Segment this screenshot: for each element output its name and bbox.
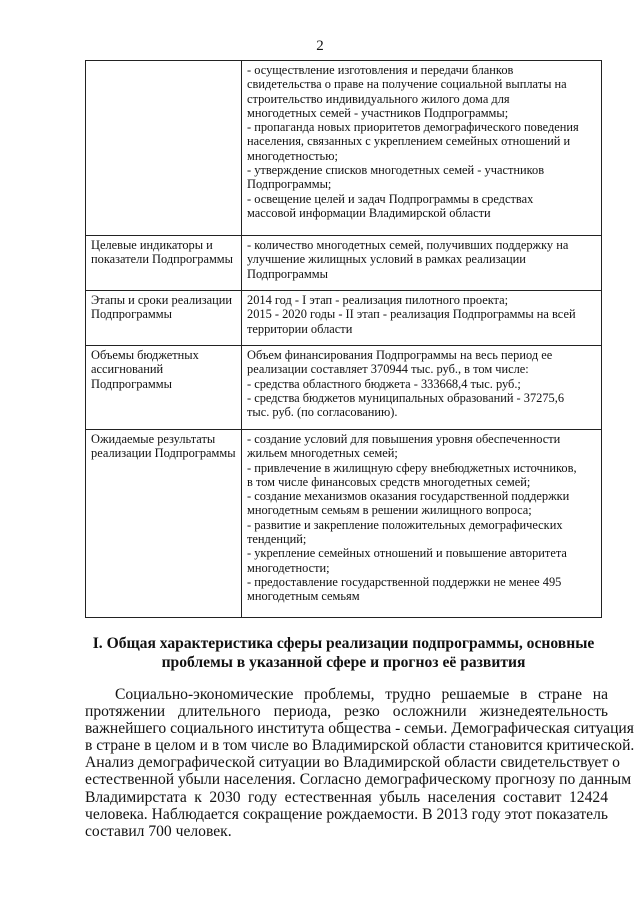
table-text-line: многодетных семей - участников Подпрограммы;	[247, 105, 509, 120]
section-paragraph	[85, 686, 635, 840]
row-label-cell	[86, 430, 242, 618]
page-number: 2	[316, 38, 324, 54]
table-text-line: 2014 год - I этап - реализация пилотного проекта;	[247, 293, 509, 307]
paragraph-line: составил 700 человек.	[85, 822, 232, 840]
row-label-line: Подпрограммы	[91, 307, 172, 322]
row-content-cell	[242, 346, 602, 430]
table-row	[86, 346, 602, 430]
paragraph-line: важнейшего социального института общества - семьи. Демографическая ситуация	[85, 720, 634, 738]
row-label-cell	[86, 346, 242, 430]
table-text-line: многодетности;	[247, 560, 330, 575]
table-text-line: - создание условий для повышения уровня обеспеченности	[247, 432, 561, 446]
table-text-line: строительство индивидуального жилого дома для	[247, 91, 510, 106]
subprogram-passport-table	[85, 60, 602, 618]
table-text-line: в том числе финансовых средств многодетных семей;	[247, 474, 531, 489]
table-text-line: - утверждение списков многодетных семей - участников	[247, 163, 545, 178]
table-text-line: многодетностью;	[247, 148, 338, 163]
row-content-cell	[242, 236, 602, 291]
row-content-cell	[242, 291, 602, 346]
table-text-line: тыс. руб. (по согласованию).	[247, 405, 398, 420]
table-text-line: - средства бюджетов муниципальных образований - 37275,6	[247, 390, 565, 405]
table-text-line: - привлечение в жилищную сферу внебюджетных источников,	[247, 460, 577, 475]
table-text-line: Подпрограммы	[247, 266, 328, 281]
row-label-cell	[86, 61, 242, 236]
table-text-line: 2015 - 2020 годы - II этап - реализация Подпрограммы на всей	[247, 307, 576, 322]
row-label-line: Этапы и сроки реализации	[91, 293, 233, 307]
row-label-line: Ожидаемые результаты	[91, 432, 216, 446]
table-text-line: - предоставление государственной поддержки не менее 495	[247, 574, 562, 589]
table-text-line: - пропаганда новых приоритетов демографического поведения	[247, 120, 579, 135]
paragraph-line: естественной убыли населения. Согласно демографическому прогнозу по данным	[85, 771, 632, 789]
paragraph-line: протяжении длительного периода, резко осложнили жизнедеятельность	[85, 703, 608, 721]
row-content-cell	[242, 430, 602, 618]
table-text-line: жильем многодетных семей;	[247, 446, 398, 461]
row-label-line: Подпрограммы	[91, 376, 172, 391]
table-text-line: Объем финансирования Подпрограммы на весь период ее	[247, 348, 553, 362]
row-label-line: ассигнований	[91, 362, 164, 377]
paragraph-line: человека. Наблюдается сокращение рождаемости. В 2013 году этот показатель	[85, 805, 608, 823]
table-text-line: реализации составляет 370944 тыс. руб., в том числе:	[247, 362, 529, 377]
table-text-line: улучшение жилищных условий в рамках реализации	[247, 252, 526, 267]
table-text-line: - создание механизмов оказания государственной поддержки	[247, 489, 570, 504]
row-label-line: Объемы бюджетных	[91, 348, 199, 362]
row-label-cell	[86, 236, 242, 291]
table-text-line: многодетным семьям в решении жилищного вопроса;	[247, 503, 532, 518]
row-label-line: реализации Подпрограммы	[91, 446, 236, 461]
table-text-line: многодетным семьям	[247, 589, 360, 604]
paragraph-line: Социально-экономические проблемы, трудно решаемые в стране на	[115, 686, 608, 703]
table-text-line: Подпрограммы;	[247, 177, 332, 192]
table-text-line: массовой информации Владимирской области	[247, 205, 491, 220]
paragraph-line: Владимирстата к 2030 году естественная убыль населения составит 12424	[85, 788, 608, 806]
row-label-line: показатели Подпрограммы	[91, 252, 233, 267]
table-text-line: - развитие и закрепление положительных демографических	[247, 517, 563, 532]
table-row	[86, 236, 602, 291]
table-text-line: - количество многодетных семей, получивших поддержку на	[247, 238, 569, 252]
table-row	[86, 61, 602, 236]
table-text-line: свидетельства о праве на получение социальной выплаты на	[247, 77, 567, 92]
table-text-line: населения, связанных с укреплением семейных отношений и	[247, 134, 571, 149]
section-heading	[85, 634, 602, 672]
table-text-line: - укрепление семейных отношений и повышение авторитета	[247, 546, 567, 561]
table-text-line: территории области	[247, 321, 353, 336]
row-content-cell	[242, 61, 602, 236]
section-heading-line: I. Общая характеристика сферы реализации подпрограммы, основные	[92, 635, 595, 652]
table-text-line: - средства областного бюджета - 333668,4 тыс. руб.;	[247, 376, 521, 391]
row-label-cell	[86, 291, 242, 346]
paragraph-line: Анализ демографической ситуации во Владимирской области свидетельствует о	[85, 754, 620, 772]
table-text-line: - осуществление изготовления и передачи бланков	[247, 63, 514, 77]
section-heading-line: проблемы в указанной сфере и прогноз её развития	[161, 654, 526, 671]
table-row	[86, 291, 602, 346]
table-text-line: - освещение целей и задач Подпрограммы в средствах	[247, 191, 534, 206]
paragraph-line: в стране в целом и в том числе во Владимирской области становится критической.	[85, 737, 635, 755]
table-row	[86, 430, 602, 618]
table-text-line: тенденций;	[247, 532, 307, 547]
row-label-line: Целевые индикаторы и	[91, 238, 213, 252]
